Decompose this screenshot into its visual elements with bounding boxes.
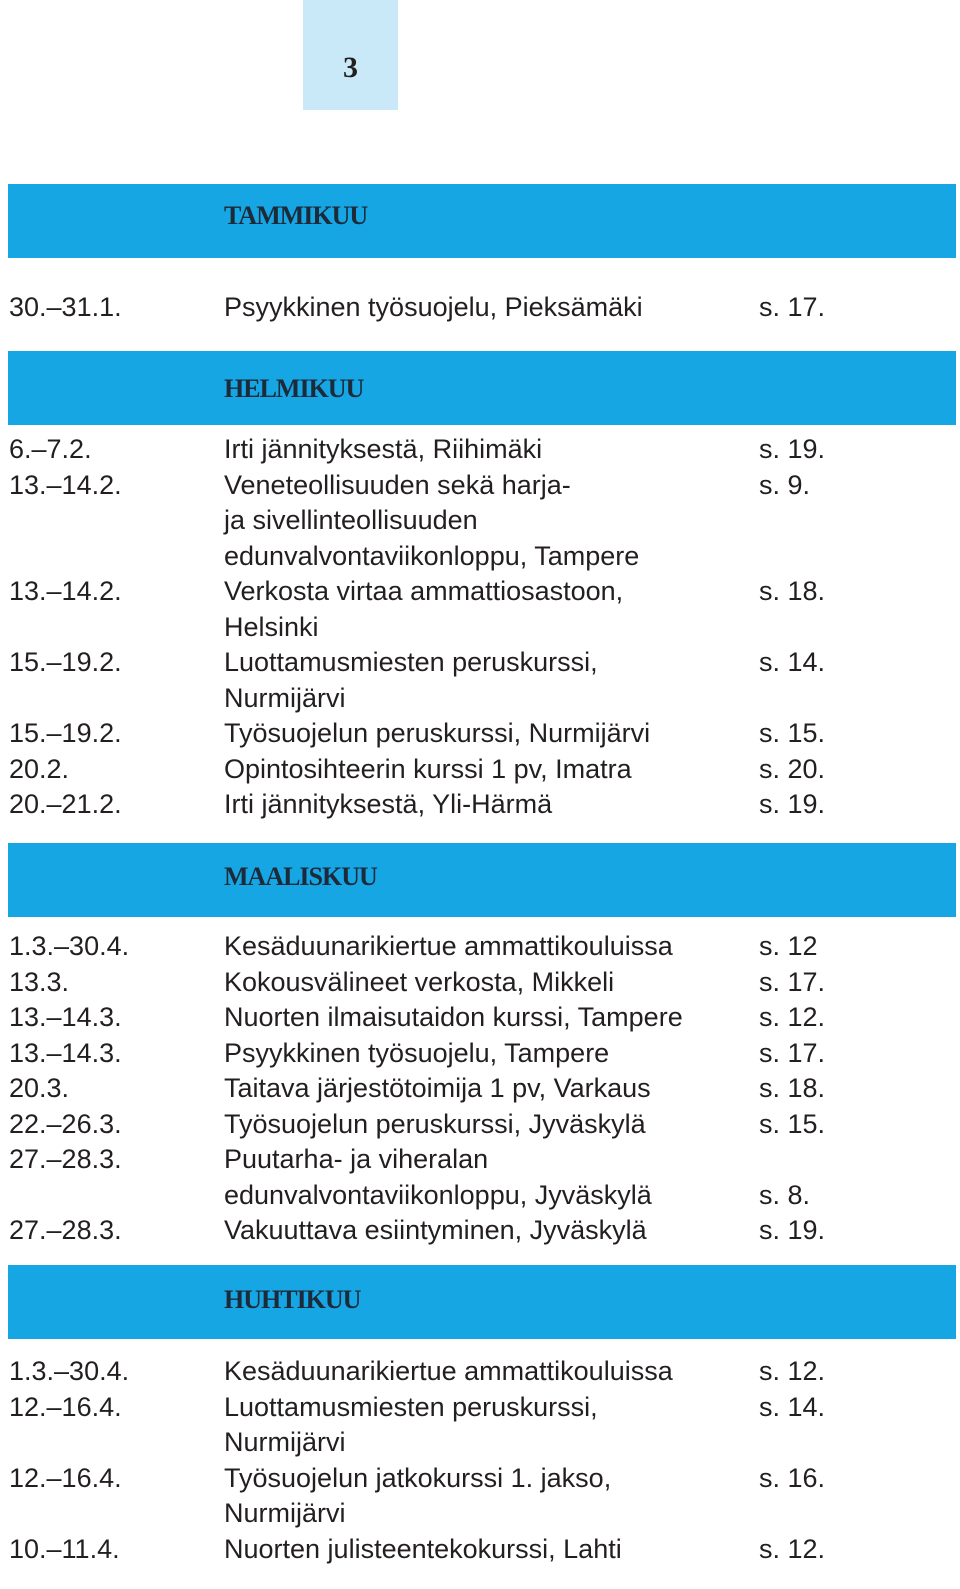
- event-title: Puutarha- ja viheralan: [224, 1144, 489, 1174]
- event-title: Kokousvälineet verkosta, Mikkeli: [224, 966, 615, 997]
- event-title: Nurmijärvi: [224, 682, 346, 713]
- event-title: Opintosihteerin kurssi 1 pv, Imatra: [224, 753, 632, 784]
- event-page-ref: s. 8.: [759, 1179, 811, 1210]
- event-date: 30.–31.1.: [9, 292, 122, 322]
- month-title: HELMIKUU: [224, 374, 364, 403]
- month-header-band: [8, 351, 956, 425]
- month-header-band: [8, 1265, 956, 1339]
- event-title: edunvalvontaviikonloppu, Jyväskylä: [224, 1179, 652, 1210]
- event-date: 12.–16.4.: [9, 1462, 122, 1493]
- event-title: Psyykkinen työsuojelu, Tampere: [224, 1037, 610, 1068]
- event-title: Helsinki: [224, 611, 319, 642]
- event-date: 20.3.: [9, 1073, 70, 1103]
- event-title: Vakuuttava esiintyminen, Jyväskylä: [224, 1215, 647, 1245]
- event-title: Irti jännityksestä, Yli-Härmä: [224, 789, 553, 819]
- event-date: 12.–16.4.: [9, 1391, 122, 1422]
- event-title: Taitava järjestötoimija 1 pv, Varkaus: [224, 1073, 651, 1103]
- event-title: Työsuojelun peruskurssi, Nurmijärvi: [224, 718, 651, 748]
- event-date: 27.–28.3.: [9, 1144, 122, 1174]
- month-title: TAMMIKUU: [224, 201, 368, 230]
- event-page-ref: s. 17.: [759, 292, 826, 322]
- event-page-ref: s. 9.: [759, 469, 811, 500]
- event-page-ref: s. 12.: [759, 1002, 826, 1032]
- event-date: 15.–19.2.: [9, 718, 122, 748]
- event-date: 13.–14.2.: [9, 576, 122, 606]
- event-page-ref: s. 18.: [759, 576, 826, 606]
- page-number: 3: [303, 0, 398, 110]
- event-title: ja sivellinteollisuuden: [224, 505, 478, 535]
- event-title: Irti jännityksestä, Riihimäki: [224, 434, 543, 464]
- event-title: edunvalvontaviikonloppu, Tampere: [224, 540, 640, 571]
- event-date: 27.–28.3.: [9, 1215, 122, 1245]
- event-page-ref: s. 18.: [759, 1073, 826, 1103]
- event-page-ref: s. 17.: [759, 1037, 826, 1068]
- event-date: 22.–26.3.: [9, 1108, 122, 1139]
- event-date: 6.–7.2.: [9, 434, 92, 464]
- event-title: Verkosta virtaa ammattiosastoon,: [224, 576, 624, 606]
- event-title: Nuorten ilmaisutaidon kurssi, Tampere: [224, 1002, 683, 1032]
- event-page-ref: s. 19.: [759, 789, 826, 819]
- event-page-ref: s. 15.: [759, 718, 826, 748]
- event-date: 13.–14.3.: [9, 1037, 122, 1068]
- event-title: Nurmijärvi: [224, 1427, 346, 1457]
- event-title: Työsuojelun jatkokurssi 1. jakso,: [224, 1462, 612, 1493]
- event-title: Veneteollisuuden sekä harja-: [224, 469, 571, 500]
- event-title: Kesäduunarikiertue ammattikouluissa: [224, 931, 673, 961]
- event-title: Kesäduunarikiertue ammattikouluissa: [224, 1356, 673, 1386]
- event-date: 10.–11.4.: [9, 1533, 120, 1564]
- event-date: 1.3.–30.4.: [9, 931, 130, 961]
- event-title: Työsuojelun peruskurssi, Jyväskylä: [224, 1108, 646, 1139]
- event-page-ref: s. 14.: [759, 1391, 826, 1422]
- month-title: HUHTIKUU: [224, 1285, 361, 1314]
- month-header-band: [8, 184, 956, 258]
- event-date: 13.3.: [9, 966, 70, 997]
- event-title: Psyykkinen työsuojelu, Pieksämäki: [224, 292, 643, 322]
- month-header-band: [8, 843, 956, 917]
- event-date: 20.2.: [9, 753, 70, 784]
- event-title: Nuorten julisteentekokurssi, Lahti: [224, 1533, 622, 1564]
- event-title: Luottamusmiesten peruskurssi,: [224, 647, 598, 677]
- event-date: 13.–14.3.: [9, 1002, 122, 1032]
- event-page-ref: s. 15.: [759, 1108, 826, 1139]
- event-date: 13.–14.2.: [9, 469, 122, 500]
- event-date: 20.–21.2.: [9, 789, 122, 819]
- event-page-ref: s. 14.: [759, 647, 826, 677]
- event-page-ref: s. 12.: [759, 1356, 826, 1386]
- event-page-ref: s. 17.: [759, 966, 826, 997]
- event-date: 15.–19.2.: [9, 647, 122, 677]
- event-page-ref: s. 12: [759, 931, 818, 961]
- event-page-ref: s. 19.: [759, 1215, 826, 1245]
- event-page-ref: s. 20.: [759, 753, 826, 784]
- event-page-ref: s. 19.: [759, 434, 826, 464]
- event-title: Luottamusmiesten peruskurssi,: [224, 1391, 598, 1422]
- event-page-ref: s. 16.: [759, 1462, 826, 1493]
- month-title: MAALISKUU: [224, 862, 377, 891]
- event-page-ref: s. 12.: [759, 1533, 826, 1564]
- event-title: Nurmijärvi: [224, 1498, 346, 1528]
- event-date: 1.3.–30.4.: [9, 1356, 130, 1386]
